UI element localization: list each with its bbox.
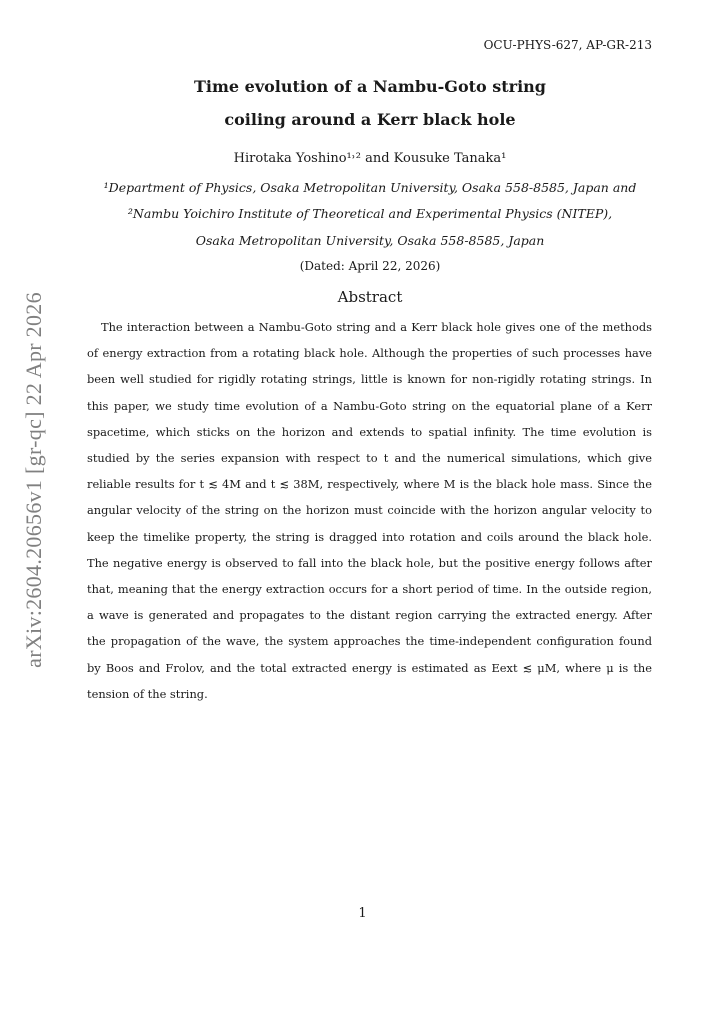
report-number: OCU-PHYS-627, AP-GR-213 [483,38,652,52]
arxiv-identifier-text: arXiv:2604.20656v1 [gr-qc] 22 Apr 2026 [21,292,46,668]
paper-title-line-1: Time evolution of a Nambu-Goto string [193,77,546,96]
paper-title-line-2: coiling around a Kerr black hole [224,110,516,129]
page-number: 1 [358,906,367,921]
date-line: (Dated: April 22, 2026) [299,259,441,273]
abstract-heading: Abstract [337,288,403,306]
affiliation-line-2: ²Nambu Yoichiro Institute of Theoretical and Experimental Physics (NITEP), [127,206,613,221]
affiliation-line-3: Osaka Metropolitan University, Osaka 558-8585, Japan [195,233,545,248]
author-list: Hirotaka Yoshino¹˒² and Kousuke Tanaka¹ [233,151,507,166]
abstract-body: The interaction between a Nambu-Goto string and a Kerr black hole gives one of the methods of energy extraction from a rotating black hole. Although the properties of such processes have been well studied for rigidly rotating strings, little is known for non-rigidly rotating strings. In this paper, we study time evolution of a Nambu-Goto string on the equatorial plane of a Kerr spacetime, which sticks on the horizon and extends to spatial infinity. The time evolution is studied by the series expansion with respect to t and the numerical simulations, which give reliable results for t ≲ 4M and t ≲ 38M, respectively, where M is the black hole mass. Since the angular velocity of the string on the horizon must coincide with the horizon angular velocity to keep the timelike property, the string is dragged into rotation and coils around the black hole. The negative energy is observed to fall into the black hole, but the positive energy follows after that, meaning that the energy extraction occurs for a short period of time. In the outside region, a wave is generated and propagates to the distant region carrying the extracted energy. After the propagation of the wave, the system approaches the time-independent configuration found by Boos and Frolov, and the total extracted energy is estimated as Eext ≲ μM, where μ is the tension of the string. [87,320,652,701]
affiliation-line-1: ¹Department of Physics, Osaka Metropolitan University, Osaka 558-8585, Japan and [103,180,637,195]
